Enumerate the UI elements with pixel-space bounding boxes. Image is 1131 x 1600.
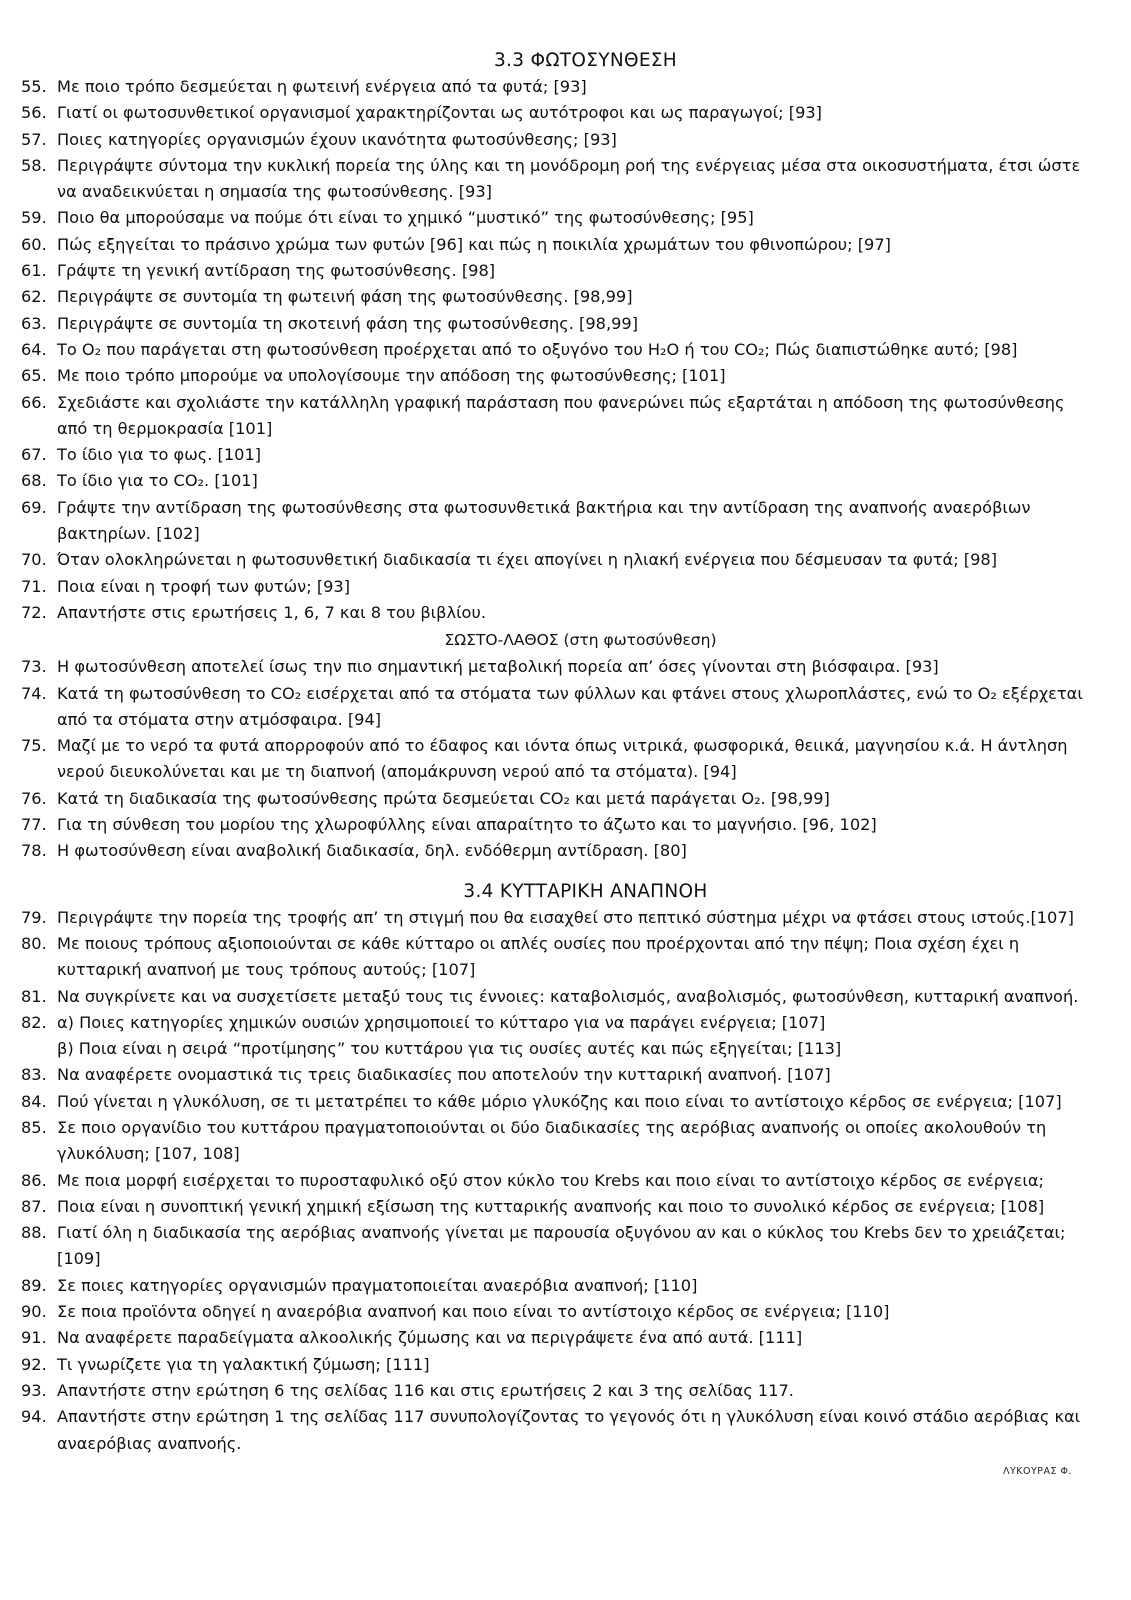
question-text: Σχεδιάστε και σχολιάστε την κατάλληλη γραφική παράσταση που φανερώνει πώς εξαρτάται η απόδοση της φωτοσύνθεσης από τη θερμοκρασία [101]	[57, 392, 1065, 438]
question-text: Με ποιο τρόπο μπορούμε να υπολογίσουμε την απόδοση της φωτοσύνθεσης; [101]	[57, 366, 726, 386]
question-text: Ποιο θα μπορούσαμε να πούμε ότι είναι το χημικό “μυστικό” της φωτοσύνθεσης; [95]	[57, 208, 754, 228]
question-text: Κατά τη φωτοσύνθεση το CO₂ εισέρχεται από τα στόματα των φύλλων και φτάνει στους χλωροπλάστες, ενώ το O₂ εξέρχεται από τα στόματα στην ατμόσφαιρα. [94]	[57, 683, 1083, 729]
author-signature: ΛΥΚΟΥΡΑΣ Φ.	[1003, 1466, 1073, 1477]
question-number: 60.	[21, 234, 47, 254]
question-text: Για τη σύνθεση του μορίου της χλωροφύλλης είναι απαραίτητο το άζωτο και το μαγνήσιο. [96, 102]	[57, 815, 877, 835]
question-text: Με ποια μορφή εισέρχεται το πυροσταφυλικό οξύ στον κύκλο του Krebs και ποιο είναι το αντίστοιχο κέρδος σε ενέργεια;	[57, 1170, 1044, 1190]
question-item	[0, 468, 1131, 494]
question-list-photosynthesis	[0, 74, 1131, 626]
question-number: 67.	[21, 445, 47, 465]
question-number: 58.	[21, 155, 47, 175]
question-item	[0, 153, 1131, 206]
question-item	[0, 1299, 1131, 1325]
question-number: 89.	[21, 1275, 47, 1295]
question-item	[0, 1089, 1131, 1115]
question-number: 81.	[21, 986, 47, 1006]
question-number: 68.	[21, 471, 47, 491]
question-text: Περιγράψτε σε συντομία τη σκοτεινή φάση της φωτοσύνθεσης. [98,99]	[57, 313, 639, 333]
question-text: Περιγράψτε σύντομα την κυκλική πορεία της ύλης και τη μονόδρομη ροή της ενέργειας μέσα στα οικοσυστήματα, έτσι ώστε να αναδεικνύεται η σημασία της φωτοσύνθεσης. [93]	[57, 155, 1081, 202]
question-text: Πώς εξηγείται το πράσινο χρώμα των φυτών [96] και πώς η ποικιλία χρωμάτων του φθινοπώρου; [97]	[57, 234, 891, 254]
question-item	[0, 905, 1131, 931]
question-item	[0, 232, 1131, 258]
question-number: 62.	[21, 287, 47, 307]
question-text: Σε ποια προϊόντα οδηγεί η αναερόβια αναπνοή και ποιο είναι το αντίστοιχο κέρδος σε ενέργεια; [110]	[57, 1302, 890, 1322]
question-text: Με ποιο τρόπο δεσμεύεται η φωτεινή ενέργεια από τα φυτά; [93]	[57, 77, 587, 96]
question-item	[0, 574, 1131, 600]
question-number: 94.	[21, 1407, 47, 1427]
question-number: 59.	[21, 208, 47, 228]
question-text: Με ποιους τρόπους αξιοποιούνται σε κάθε κύτταρο οι απλές ουσίες που προέρχονται από την πέψη; Ποια σχέση έχει η κυτταρική αναπνοή με τους τρόπους αυτούς; [107]	[57, 933, 1020, 980]
question-number: 78.	[21, 841, 47, 861]
question-item	[0, 984, 1131, 1010]
question-item	[0, 74, 1131, 100]
question-list-true-false	[0, 654, 1131, 864]
question-subpart: β) Ποια είναι η σειρά “προτίμησης” του κυττάρου για τις ουσίες αυτές και πώς εξηγείται; [113]	[57, 1039, 842, 1059]
question-text: α) Ποιες κατηγορίες χημικών ουσιών χρησιμοποιεί το κύτταρο για να παράγει ενέργεια; [107]	[57, 1012, 826, 1032]
question-text: Τι γνωρίζετε για τη γαλακτική ζύμωση; [111]	[57, 1354, 430, 1374]
question-number: 75.	[21, 736, 47, 756]
question-item	[0, 812, 1131, 838]
question-number: 63.	[21, 313, 47, 333]
question-number: 79.	[21, 907, 47, 927]
question-item	[0, 1194, 1131, 1220]
question-number: 64.	[21, 339, 47, 359]
question-number: 66.	[21, 392, 47, 412]
section-title-respiration: 3.4 ΚΥΤΤΑΡΙΚΗ ΑΝΑΠΝΟΗ	[463, 880, 708, 902]
question-number: 70.	[21, 550, 47, 570]
question-text: Κατά τη διαδικασία της φωτοσύνθεσης πρώτα δεσμεύεται CO₂ και μετά παράγεται O₂. [98,99]	[57, 788, 830, 808]
question-item	[0, 1115, 1131, 1168]
question-number: 56.	[21, 103, 47, 123]
question-item	[0, 786, 1131, 812]
question-text: Το ίδιο για το CO₂. [101]	[57, 471, 258, 491]
question-text: Απαντήστε στην ερώτηση 6 της σελίδας 116 και στις ερωτήσεις 2 και 3 της σελίδας 117.	[57, 1380, 794, 1400]
question-item	[0, 838, 1131, 864]
question-number: 85.	[21, 1117, 47, 1137]
question-number: 93.	[21, 1380, 47, 1400]
question-item	[0, 1352, 1131, 1378]
question-item	[0, 284, 1131, 310]
question-item	[0, 311, 1131, 337]
question-text: Περιγράψτε σε συντομία τη φωτεινή φάση της φωτοσύνθεσης. [98,99]	[57, 287, 633, 307]
question-text: Γιατί οι φωτοσυνθετικοί οργανισμοί χαρακτηρίζονται ως αυτότροφοι και ως παραγωγοί; [93]	[57, 103, 822, 123]
question-number: 69.	[21, 497, 47, 517]
question-number: 76.	[21, 788, 47, 808]
question-text: Όταν ολοκληρώνεται η φωτοσυνθετική διαδικασία τι έχει απογίνει η ηλιακή ενέργεια που δέσμευσαν τα φυτά; [98]	[57, 550, 998, 570]
question-text: Περιγράψτε την πορεία της τροφής απ’ τη στιγμή που θα εισαχθεί στο πεπτικό σύστημα μέχρι να φτάσει στους ιστούς.[107]	[57, 907, 1074, 927]
question-item	[0, 1010, 1131, 1063]
question-item	[0, 258, 1131, 284]
question-text: Απαντήστε στην ερώτηση 1 της σελίδας 117 συνυπολογίζοντας το γεγονός ότι η γλυκόλυση είναι κοινό στάδιο αερόβιας και αναερόβιας αναπνοής.	[57, 1407, 1081, 1453]
question-number: 73.	[21, 657, 47, 677]
question-text: Σε ποιες κατηγορίες οργανισμών πραγματοποιείται αναερόβια αναπνοή; [110]	[57, 1275, 698, 1295]
question-item	[0, 1062, 1131, 1088]
question-number: 55.	[21, 77, 47, 96]
question-number: 90.	[21, 1302, 47, 1322]
question-number: 86.	[21, 1170, 47, 1190]
question-text: Σε ποιο οργανίδιο του κυττάρου πραγματοποιούνται οι δύο διαδικασίες της αερόβιας αναπνοής οι οποίες ακολουθούν τη γλυκόλυση; [107, 108]	[57, 1117, 1047, 1164]
question-number: 80.	[21, 933, 47, 953]
question-number: 72.	[21, 602, 47, 622]
question-text: Να αναφέρετε παραδείγματα αλκοολικής ζύμωσης και να περιγράψετε ένα από αυτά. [111]	[57, 1328, 803, 1348]
question-item	[0, 931, 1131, 984]
question-text: Το O₂ που παράγεται στη φωτοσύνθεση προέρχεται από το οξυγόνο του H₂O ή του CO₂; Πώς διαπιστώθηκε αυτό; [98]	[57, 339, 1018, 359]
question-number: 82.	[21, 1012, 47, 1032]
question-item	[0, 442, 1131, 468]
question-text: Ποια είναι η συνοπτική γενική χημική εξίσωση της κυτταρικής αναπνοής και ποιο το συνολικό κέρδος σε ενέργεια; [108]	[57, 1196, 1045, 1216]
question-text: Γράψτε τη γενική αντίδραση της φωτοσύνθεσης. [98]	[57, 261, 496, 281]
question-number: 92.	[21, 1354, 47, 1374]
question-item	[0, 390, 1131, 443]
question-number: 83.	[21, 1065, 47, 1085]
question-item	[0, 337, 1131, 363]
question-number: 88.	[21, 1223, 47, 1243]
question-number: 61.	[21, 261, 47, 281]
question-item	[0, 363, 1131, 389]
question-item	[0, 205, 1131, 231]
question-number: 87.	[21, 1196, 47, 1216]
question-item	[0, 495, 1131, 548]
question-number: 91.	[21, 1328, 47, 1348]
question-item	[0, 733, 1131, 786]
question-number: 84.	[21, 1091, 47, 1111]
question-text: Η φωτοσύνθεση αποτελεί ίσως την πιο σημαντική μεταβολική πορεία απ’ όσες γίνονται στη βιόσφαιρα. [93]	[57, 657, 939, 677]
question-item	[0, 1404, 1131, 1457]
section-title-photosynthesis: 3.3 ΦΩΤΟΣΥΝΘΕΣΗ	[493, 50, 678, 71]
question-item	[0, 547, 1131, 573]
question-text: Απαντήστε στις ερωτήσεις 1, 6, 7 και 8 του βιβλίου.	[57, 602, 486, 622]
question-number: 71.	[21, 576, 47, 596]
question-item	[0, 681, 1131, 734]
question-item	[0, 1168, 1131, 1194]
question-item	[0, 1220, 1131, 1273]
question-number: 74.	[21, 683, 47, 703]
question-text: Η φωτοσύνθεση είναι αναβολική διαδικασία, δηλ. ενδόθερμη αντίδραση. [80]	[57, 841, 687, 861]
question-item	[0, 1273, 1131, 1299]
question-list-respiration	[0, 905, 1131, 1457]
question-item	[0, 600, 1131, 626]
question-text: Γιατί όλη η διαδικασία της αερόβιας αναπνοής γίνεται με παρουσία οξυγόνου αν και ο κύκλος του Krebs δεν το χρειάζεται; [109]	[57, 1223, 1066, 1269]
question-text: Πού γίνεται η γλυκόλυση, σε τι μετατρέπει το κάθε μόριο γλυκόζης και ποιο είναι το αντίστοιχο κέρδος σε ενέργεια; [107]	[57, 1091, 1062, 1111]
question-text: Το ίδιο για το φως. [101]	[57, 445, 262, 465]
question-text: Μαζί με το νερό τα φυτά απορροφούν από το έδαφος και ιόντα όπως νιτρικά, φωσφορικά, θειικά, μαγνησίου κ.ά. Η άντληση νερού διευκολύνεται και με τη διαπνοή (απομάκρυνση νερού από τα στόματα). [94]	[57, 736, 1068, 782]
question-item	[0, 100, 1131, 126]
question-text: Να αναφέρετε ονομαστικά τις τρεις διαδικασίες που αποτελούν την κυτταρική αναπνοή. [107]	[57, 1065, 831, 1085]
section-title-true-false: ΣΩΣΤΟ-ΛΑΘΟΣ (στη φωτοσύνθεση)	[444, 631, 717, 650]
question-number: 77.	[21, 815, 47, 835]
question-text: Γράψτε την αντίδραση της φωτοσύνθεσης στα φωτοσυνθετικά βακτήρια και την αντίδραση της αναπνοής αναερόβιων βακτηρίων. [102]	[57, 497, 1031, 544]
question-item	[0, 654, 1131, 680]
question-number: 57.	[21, 129, 47, 149]
question-text: Ποια είναι η τροφή των φυτών; [93]	[57, 576, 351, 596]
question-item	[0, 1325, 1131, 1351]
question-number: 65.	[21, 366, 47, 386]
question-item	[0, 1378, 1131, 1404]
question-text: Ποιες κατηγορίες οργανισμών έχουν ικανότητα φωτοσύνθεσης; [93]	[57, 129, 617, 149]
question-item	[0, 127, 1131, 153]
question-text: Να συγκρίνετε και να συσχετίσετε μεταξύ τους τις έννοιες: καταβολισμός, αναβολισμός, φωτοσύνθεση, κυτταρική αναπνοή.	[57, 986, 1079, 1006]
